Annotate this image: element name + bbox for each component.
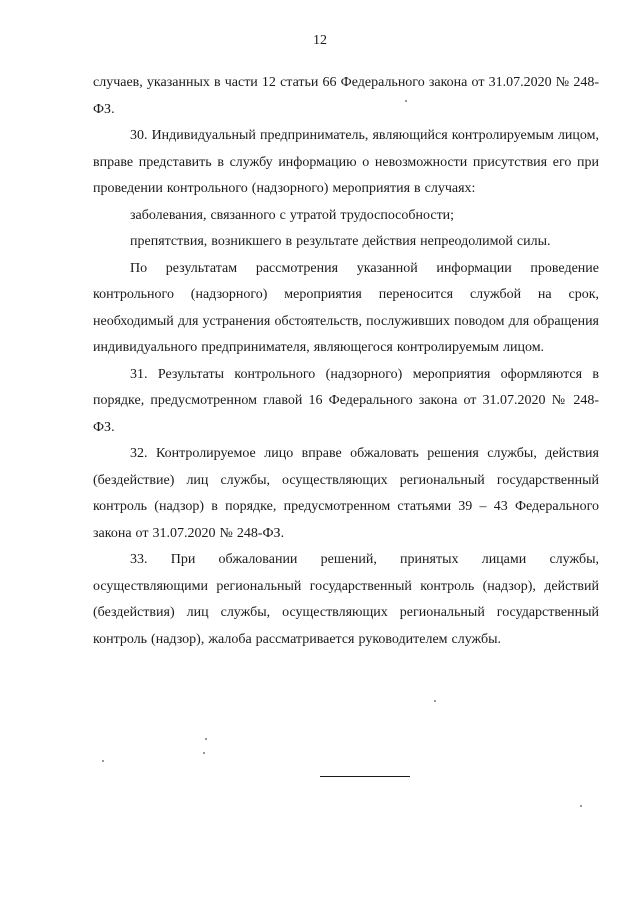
paragraph-item-31: 31. Результаты контрольного (надзорного) мероприятия оформляются в порядке, предусмотренном главой 16 Федерального закона от 31.07.2020 № 248-ФЗ. (93, 366, 599, 435)
scan-speck (434, 700, 436, 702)
scan-speck (405, 100, 407, 102)
paragraph-item-30-case-1: заболевания, связанного с утратой трудоспособности; (130, 207, 455, 223)
scan-speck (580, 805, 582, 807)
paragraph-item-30-case-2: препятствия, возникшего в результате действия непреодолимой силы. (130, 234, 551, 249)
end-of-document-rule (320, 776, 410, 777)
paragraph-item-30: 30. Индивидуальный предприниматель, являющийся контролируемым лицом, вправе представить в службу информацию о невозможности присутствия его при проведении контрольного (надзорного) мероприятия в случаях: (93, 128, 599, 196)
paragraph-item-30-result: По результатам рассмотрения указанной информации проведение контрольного (надзорного) мероприятия переносится службой на срок, необходимый для устранения обстоятельств, послуживших поводом для обращения индивидуального предпринимателя, являющегося контролируемым лицом. (93, 260, 599, 355)
page-number: 12 (313, 33, 327, 48)
scan-speck (205, 738, 207, 740)
scan-speck (102, 760, 104, 762)
paragraph-item-32: 32. Контролируемое лицо вправе обжаловать решения службы, действия (бездействие) лиц службы, осуществляющих региональный государственный контроль (надзор) в порядке, предусмотренном статьями 39 – 43 Федерального закона от 31.07.2020 № 248-ФЗ. (93, 446, 599, 541)
paragraph-continuation: случаев, указанных в части 12 статьи 66 Федерального закона от 31.07.2020 № 248-ФЗ. (93, 75, 599, 117)
scan-speck (203, 752, 205, 754)
paragraph-item-33: 33. При обжаловании решений, принятых лицами службы, осуществляющими региональный государственный контроль (надзор), действий (бездействия) лиц службы, осуществляющих региональный государственный контроль (надзор), жалоба рассматривается руководителем службы. (93, 552, 599, 647)
document-body (93, 70, 599, 653)
